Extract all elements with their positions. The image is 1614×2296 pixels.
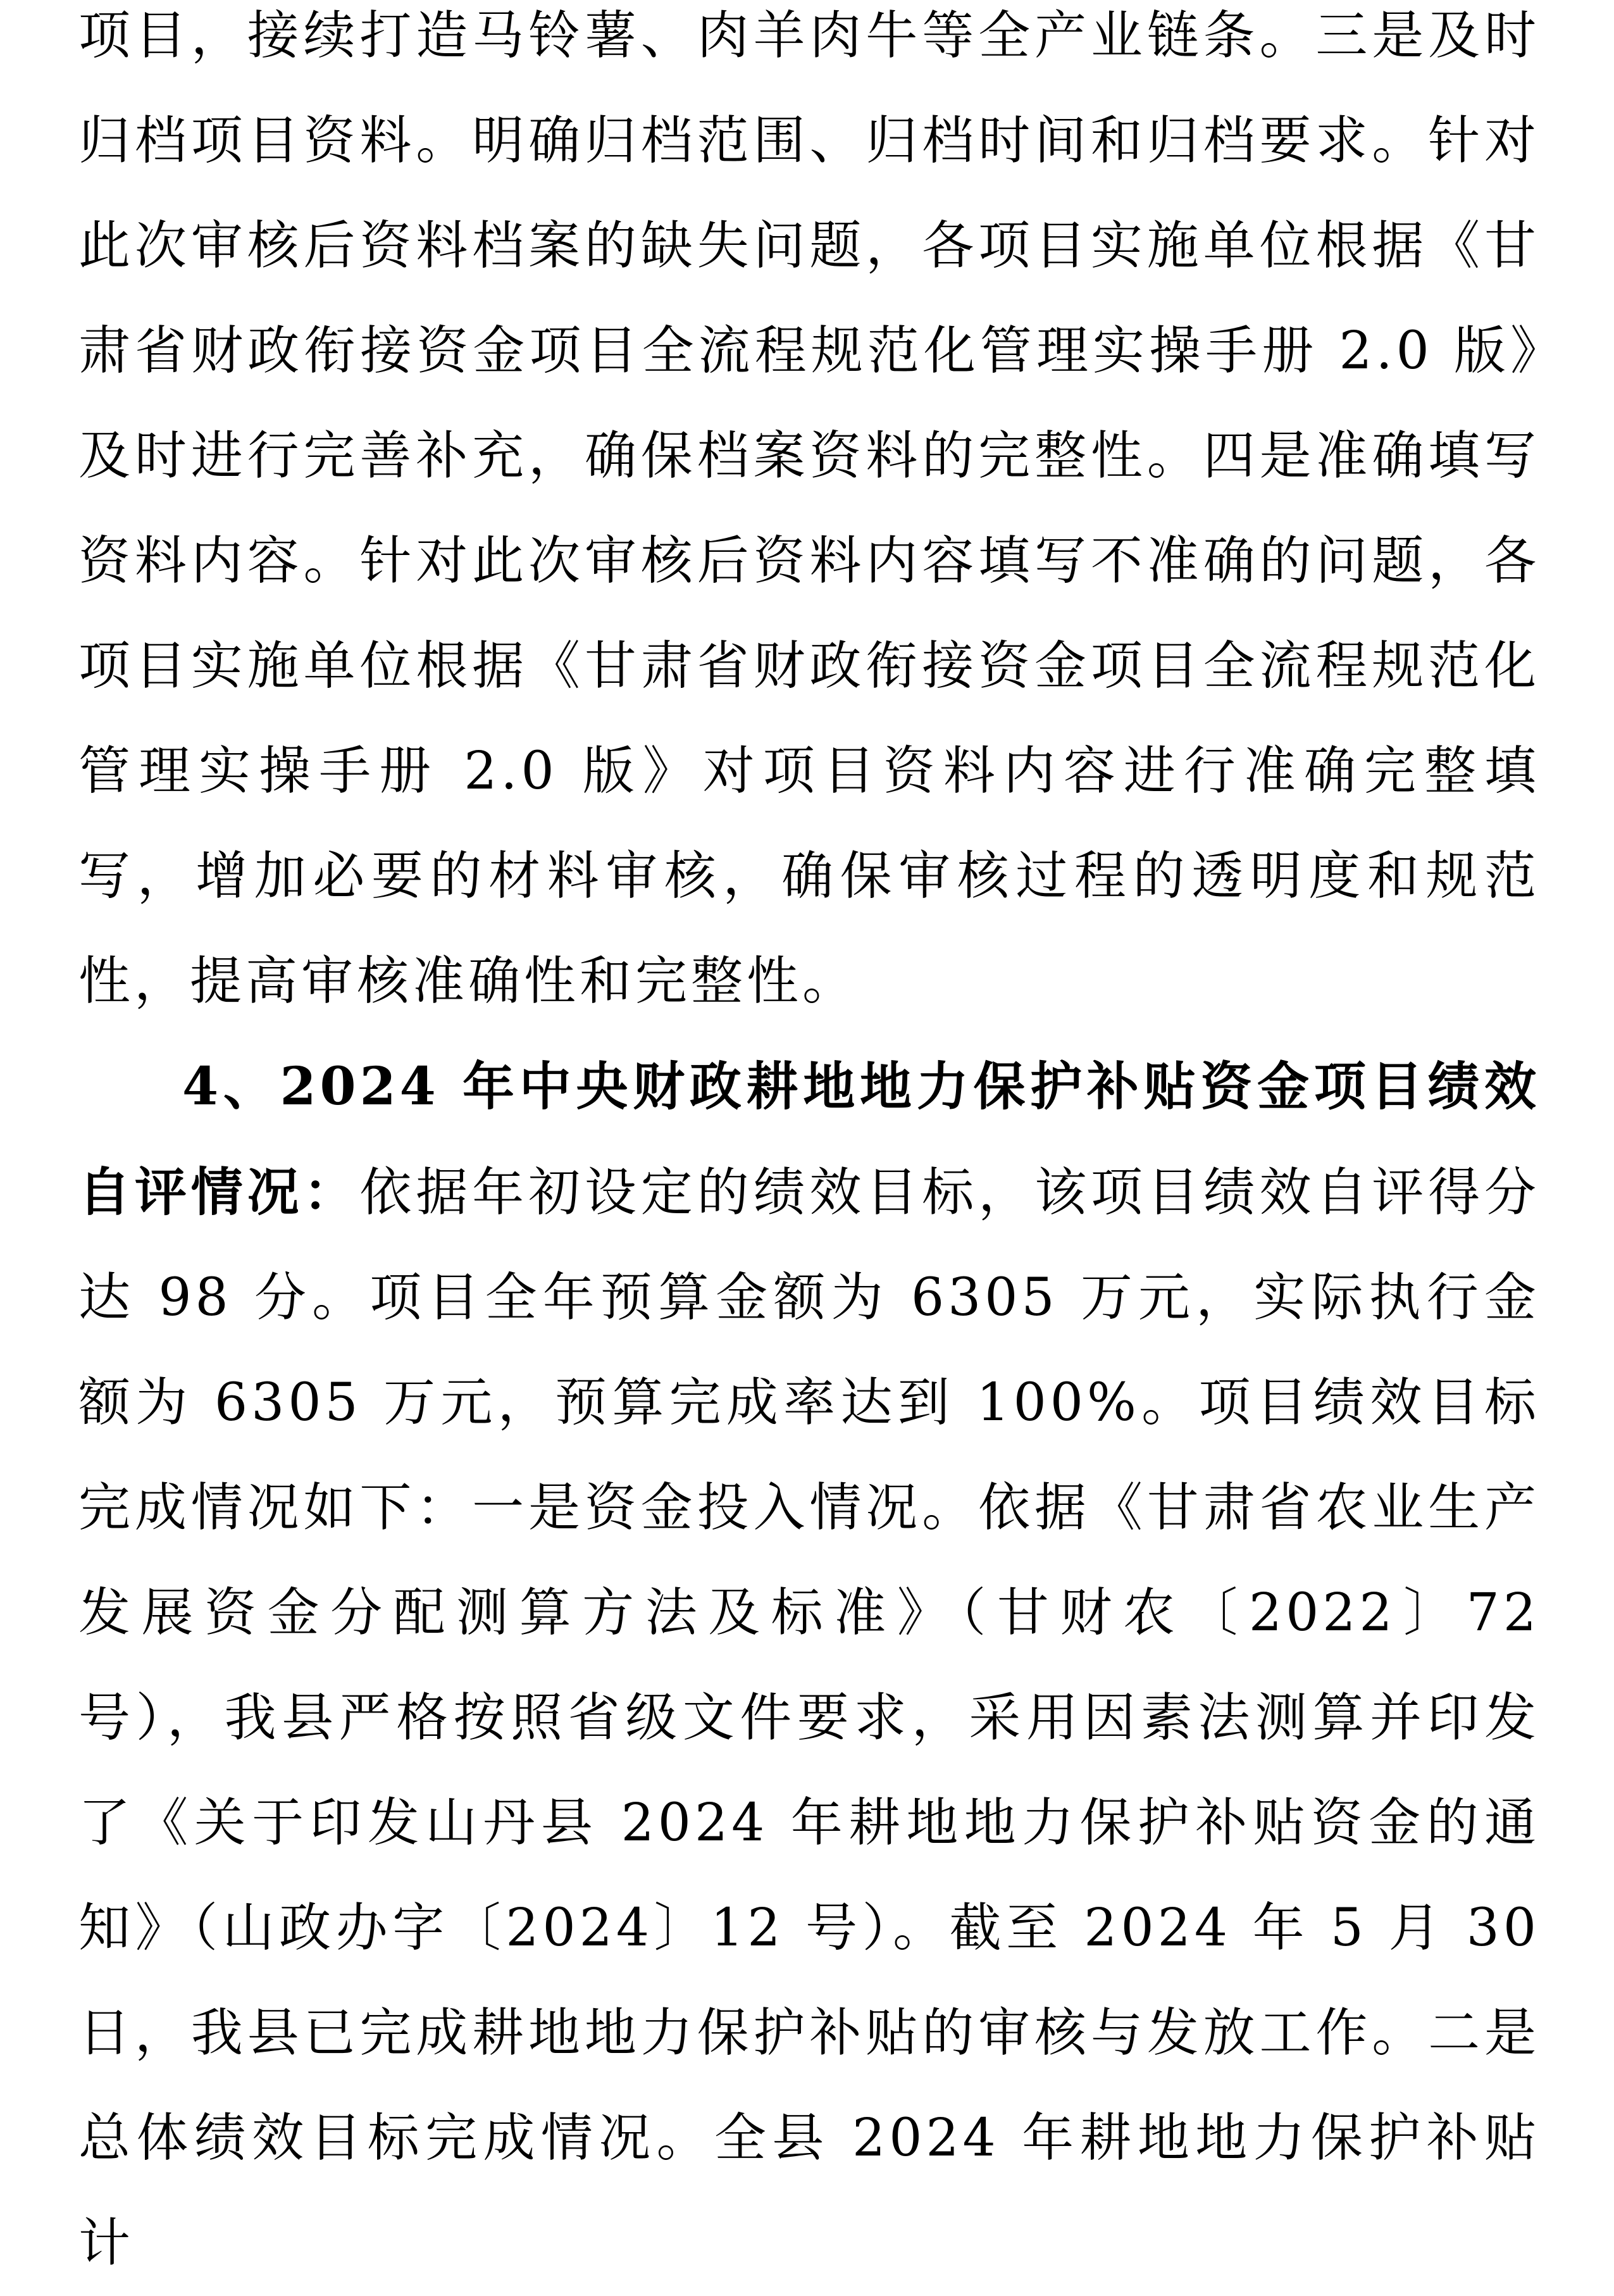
section-heading: 4、2024 年中央财政耕地地力保护补贴资金项目绩效自评情况： xyxy=(78,1056,1540,1223)
paragraph-subsidy-self-evaluation xyxy=(78,1034,1540,2296)
section-body: 依据年初设定的绩效目标，该项目绩效自评得分达 98 分。项目全年预算金额为 6305 万元，实际执行金额为 6305 万元，预算完成率达到 100%。项目绩效目标完成情况如下：一是资金投入情况。依据《甘肃省农业生产发展资金分配测算方法及标准》（甘财农〔2022〕72 号），我县严格按照省级文件要求，采用因素法测算并印发了《关于印发山丹县 2024 年耕地地力保护补贴资金的通知》（山政办字〔2024〕12 号）。截至 2024 年 5 月 30 日，我县已完成耕地地力保护补贴的审核与发放工作。二是总体绩效目标完成情况。全县 2024 年耕地地力保护补贴计 xyxy=(78,1163,1540,2273)
paragraph-archiving-measures: 项目，接续打造马铃薯、肉羊肉牛等全产业链条。三是及时归档项目资料。明确归档范围、归档时间和归档要求。针对此次审核后资料档案的缺失问题，各项目实施单位根据《甘肃省财政衔接资金项目全流程规范化管理实操手册 2.0 版》及时进行完善补充，确保档案资料的完整性。四是准确填写资料内容。针对此次审核后资料内容填写不准确的问题，各项目实施单位根据《甘肃省财政衔接资金项目全流程规范化管理实操手册 2.0 版》对项目资料内容进行准确完整填写，增加必要的材料审核，确保审核过程的透明度和规范性，提高审核准确性和完整性。 xyxy=(78,6,1540,1011)
document-body xyxy=(78,0,1540,2296)
